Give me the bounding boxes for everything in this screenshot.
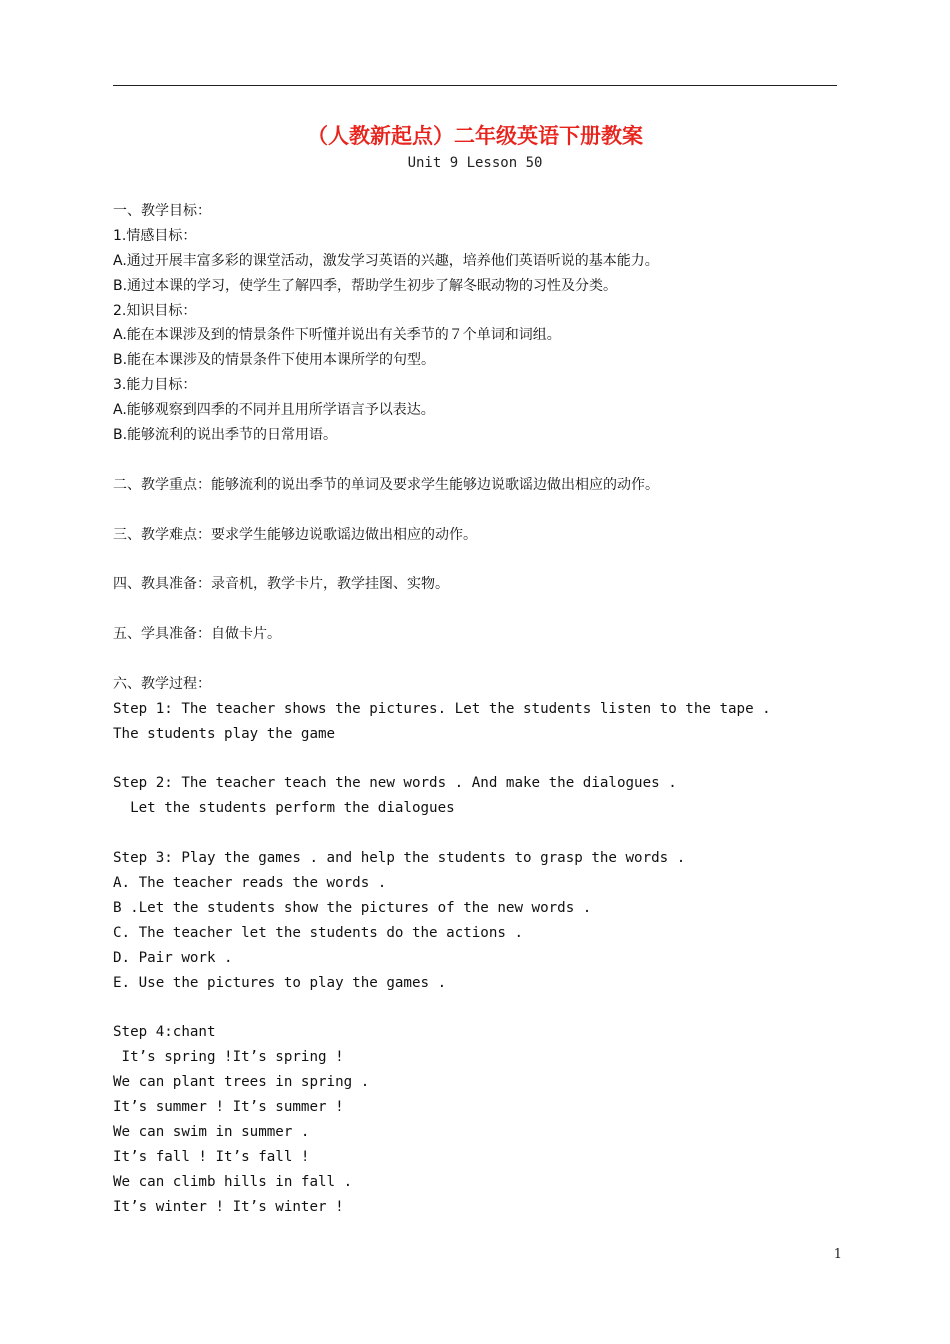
text-line: 一、教学目标： (113, 203, 211, 219)
blank-line (113, 747, 837, 772)
text-line: We can climb hills in fall . (113, 1173, 353, 1190)
text-line: It’s winter ! It’s winter ! (113, 1198, 344, 1215)
header-rule (113, 85, 837, 86)
text-line: 五、学具准备：自做卡片。 (113, 626, 281, 643)
text-line: It’s spring !It’s spring ! (113, 1049, 344, 1066)
text-line: A.通过开展丰富多彩的课堂活动，激发学习英语的兴趣，培养他们英语听说的基本能力。 (113, 252, 659, 269)
text-line: We can plant trees in spring . (113, 1074, 370, 1091)
blank-line (113, 647, 837, 672)
document-title: （人教新起点）二年级英语下册教案 (307, 124, 643, 148)
text-line: 2.知识目标： (113, 302, 197, 319)
blank-line (113, 498, 837, 523)
document-subtitle: Unit 9 Lesson 50 (407, 155, 543, 171)
text-line: B.能够流利的说出季节的日常用语。 (113, 427, 338, 444)
text-line: Step 1: The teacher shows the pictures. Let the students listen to the tape . (113, 700, 771, 717)
blank-line (113, 996, 837, 1021)
text-line: 二、教学重点：能够流利的说出季节的单词及要求学生能够边说歌谣边做出相应的动作。 (113, 476, 659, 493)
blank-line (113, 821, 837, 846)
text-line: D. Pair work . (113, 949, 233, 966)
text-line: It’s summer ! It’s summer ! (113, 1099, 344, 1116)
text-line: It’s fall ! It’s fall ! (113, 1148, 310, 1165)
text-line: Let the students perform the dialogues (113, 800, 455, 817)
text-line: E. Use the pictures to play the games . (113, 974, 447, 991)
text-line: A.能够观察到四季的不同并且用所学语言予以表达。 (113, 402, 435, 419)
text-line: C. The teacher let the students do the actions . (113, 924, 523, 941)
text-line: 3.能力目标： (113, 377, 197, 394)
text-line: B.能在本课涉及的情景条件下使用本课所学的句型。 (113, 352, 436, 369)
text-line: A. The teacher reads the words . (113, 875, 387, 892)
blank-line (113, 448, 837, 473)
text-line: Step 2: The teacher teach the new words . And make the dialogues . (113, 775, 677, 792)
text-line: Step 4:chant (113, 1024, 216, 1041)
text-line: 六、教学过程： (113, 675, 211, 692)
text-line: 四、教具准备：录音机，教学卡片，教学挂图、实物。 (113, 576, 449, 593)
page-number: 1 (833, 1247, 842, 1262)
text-line: B .Let the students show the pictures of the new words . (113, 899, 592, 916)
text-line: We can swim in summer . (113, 1123, 310, 1140)
text-line: 三、教学难点：要求学生能够边说歌谣边做出相应的动作。 (113, 526, 477, 543)
text-line: A.能在本课涉及到的情景条件下听懂并说出有关季节的７个单词和词组。 (113, 327, 561, 344)
text-line: Step 3: Play the games . and help the students to grasp the words . (113, 850, 686, 867)
blank-line (113, 547, 837, 572)
text-line: The students play the game (113, 725, 336, 742)
text-line: 1.情感目标： (113, 227, 197, 244)
blank-line (113, 597, 837, 622)
document-body (113, 199, 837, 1220)
text-line: B.通过本课的学习，使学生了解四季，帮助学生初步了解冬眠动物的习性及分类。 (113, 277, 618, 294)
